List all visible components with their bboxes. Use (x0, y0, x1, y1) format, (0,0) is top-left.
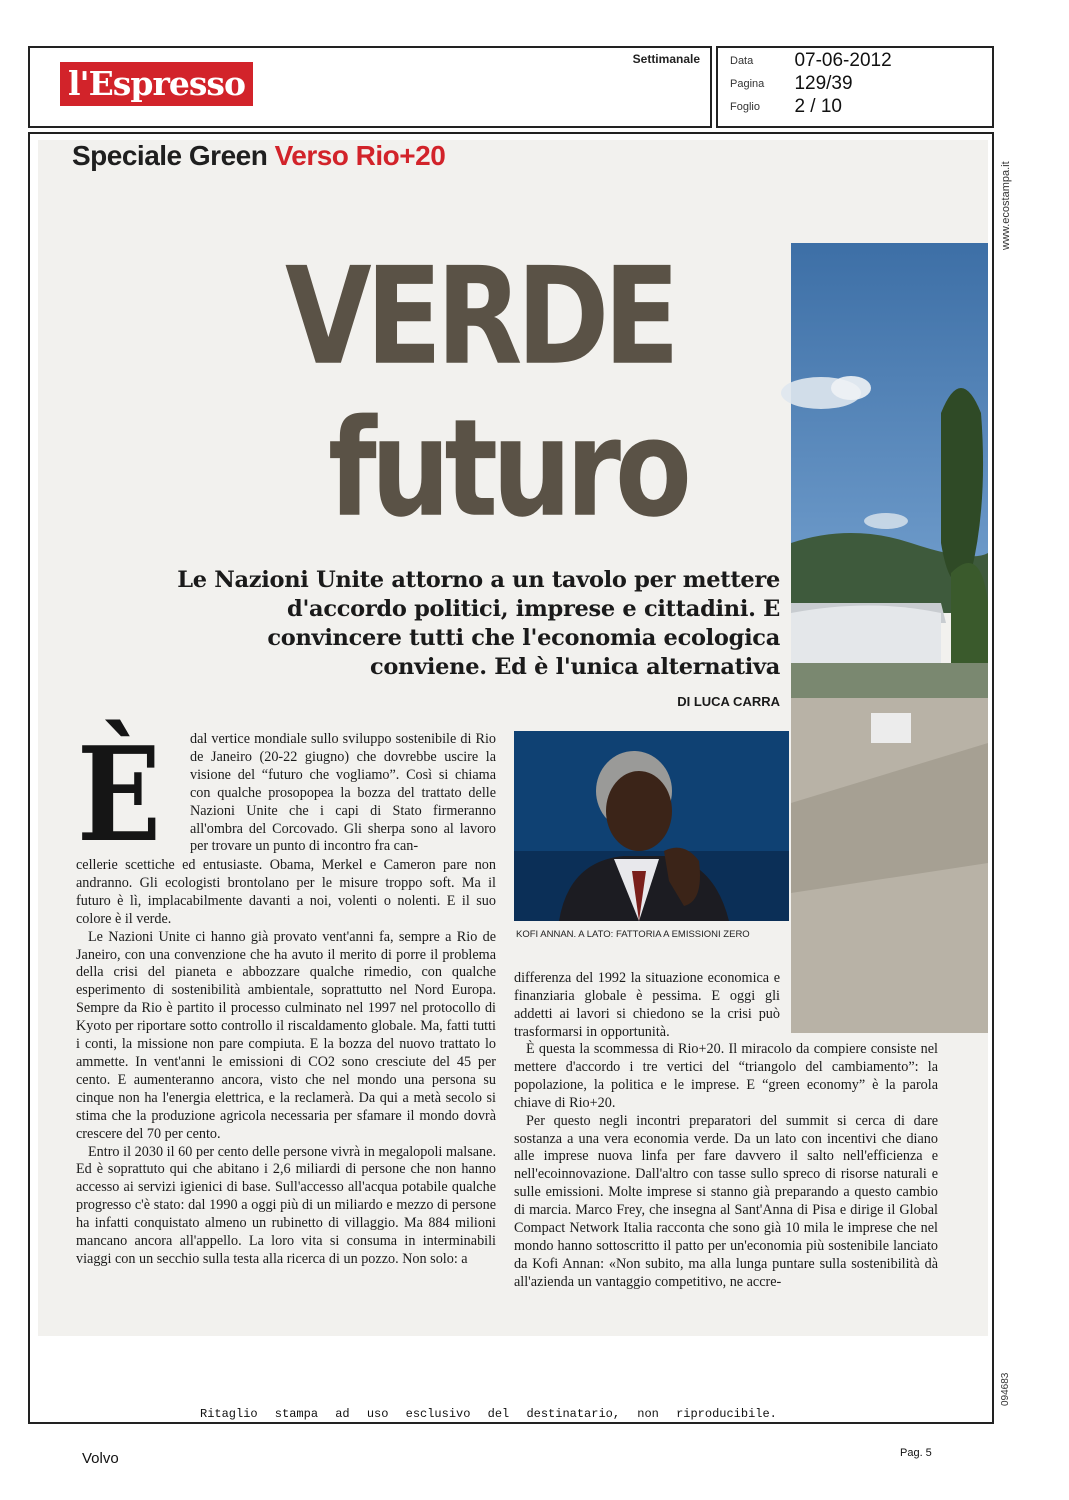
column-2 (514, 1041, 938, 1292)
meta-label: Data (730, 55, 754, 67)
farm-photo-illustration (791, 243, 988, 1033)
article-deck: Le Nazioni Unite attorno a un tavolo per mettere d'accordo politici, imprese e cittadini. E convincere tutti che l'economia ecologica conviene. Ed è l'unica alternativa (177, 567, 780, 680)
meta-label: Foglio (730, 101, 760, 113)
meta-value: 2 / 10 (794, 96, 842, 117)
page-number: Pag. 5 (900, 1447, 932, 1459)
column-2-top (514, 970, 780, 1042)
paragraph: Per questo negli incontri preparatori del summit si cerca di dare sostanza a una vera economia verde. Da un lato con incentivi che diano alle imprese nuova linfa per fare davvero il salto nell'efficienza e nell'ecoinnovazione. Dall'altro con tasse sullo spreco di risorse naturali e sulle emissioni. Molte imprese si stanno già preparando a questo cambio di marcia. Marco Frey, che insegna al Sant'Anna di Pisa e dirige il Global Compact Network Italia racconta che sono già 10 mila le imprese che nel mondo hanno sottoscritto il patto per un'economia più sostenibile lanciato da Kofi Annan: «Non subito, ma alla lunga puntare sulla sostenibilità dà all'azienda un vantaggio competitivo, ne accre- (514, 1112, 938, 1290)
meta-value: 129/39 (794, 73, 853, 94)
meta-date-row (730, 50, 892, 72)
column-1-top (190, 731, 496, 856)
paragraph: È questa la scommessa di Rio+20. Il miracolo da compiere consiste nel mettere d'accordo i tre vertici del “triangolo del cambiamento”: la popolazione, la politica e le imprese. E “green economy” è la parola chiave di Rio+20. (514, 1041, 938, 1111)
header-meta-box (716, 46, 994, 128)
ecostampa-stamp: www.ecostampa.it (1000, 161, 1012, 250)
meta-page-row (730, 73, 853, 95)
paragraph: Entro il 2030 il 60 per cento delle persone vivrà in megalopoli malsane. Ed è soprattuto qui che abitano i 2,6 miliardi di persone che non hanno accesso ai servizi igienici di base. Sull'accesso all'acqua potabile qualche progresso c'è stato: dal 1990 a oggi più di un miliardo e mezzo di persone ha infatti conquistato almeno un rubinetto di villaggio. Ma 884 milioni mancano ancora all'appello. La loro vita si consuma in interminabili viaggi con un secchio sulla testa alla ricerca di un pozzo. Non solo: a (76, 1143, 496, 1267)
drop-cap-letter (76, 718, 162, 871)
meta-label: Pagina (730, 78, 765, 90)
client-name: Volvo (82, 1450, 119, 1467)
kofi-annan-portrait (514, 731, 789, 921)
svg-text:È: È (77, 718, 161, 871)
section-name: Speciale Green (72, 140, 268, 171)
paragraph: dal vertice mondiale sullo sviluppo sostenibile di Rio de Janeiro (20-22 giugno) che dovrebbe uscire la visione del “futuro che vogliamo”. Così si chiama con qualche prosopopea la bozza del trattato delle Nazioni Unite che i capi di Stato firmeranno all'ombra del Corcovado. Gli sherpa sono al lavoro per trovare un punto di incontro fra can- (190, 731, 496, 855)
photo-caption: KOFI ANNAN. A LATO: FATTORIA A EMISSIONI ZERO (516, 929, 750, 940)
section-title (72, 140, 445, 172)
farm-photo (791, 243, 988, 1033)
meta-value: 07-06-2012 (794, 50, 892, 71)
headline-line-1: VERDE (285, 239, 674, 396)
espresso-logo: l'Espresso (60, 62, 253, 106)
paragraph: cellerie scettiche ed entusiaste. Obama, Merkel e Cameron pare non andranno. Gli ecologisti brontolano per le misure troppo soft. Ma il futuro è lì, implacabilmente davanti a noi, volenti o nolenti. E il suo colore è il verde. (76, 857, 496, 927)
drop-cap (76, 718, 162, 871)
paragraph: Le Nazioni Unite ci hanno già provato vent'anni fa, sempre a Rio de Janeiro, con una convenzione che ha avuto il merito di porre il problema della crisi del pianeta e abbozzare qualche rimedio, con qualche esperimento di sostenibilità ambientale, soprattutto nel Nord Europa. Sempre da Rio è partito il processo culminato nel 1997 nel protocollo di Kyoto per riportare sotto controllo il riscaldamento globale. Ma, fatti tutti i conti, la missione non pare compiuta. E la bozza del nuovo trattato lo ammette. In vent'anni le emissioni di CO2 sono cresciute del 45 per cento. E aumenteranno ancora, visto che nel mondo una persona su cinque non ha l'energia elettrica, e la reclamerà. Da qui a metà secolo si stima che la produzione agricola necessaria per sfamare il mondo dovrà crescere del 70 per cento. (76, 928, 496, 1142)
headline-line-2: futuro (328, 391, 686, 548)
column-1 (76, 857, 496, 1269)
document-code: 094683 (1000, 1372, 1011, 1406)
section-subtitle: Verso Rio+20 (274, 140, 446, 171)
frequency-label: Settimanale (632, 52, 700, 66)
paragraph: differenza del 1992 la situazione economica e finanziaria globale è pessima. E oggi gli addetti ai lavori si chiedono se la crisi può trasformarsi in opportunità. (514, 970, 780, 1040)
footer-notice: Ritaglio stampa ad uso esclusivo del destinatario, non riproducibile. (200, 1407, 777, 1421)
meta-sheet-row (730, 96, 842, 118)
kofi-annan-photo (514, 731, 789, 921)
article-byline: DI LUCA CARRA (677, 694, 780, 709)
